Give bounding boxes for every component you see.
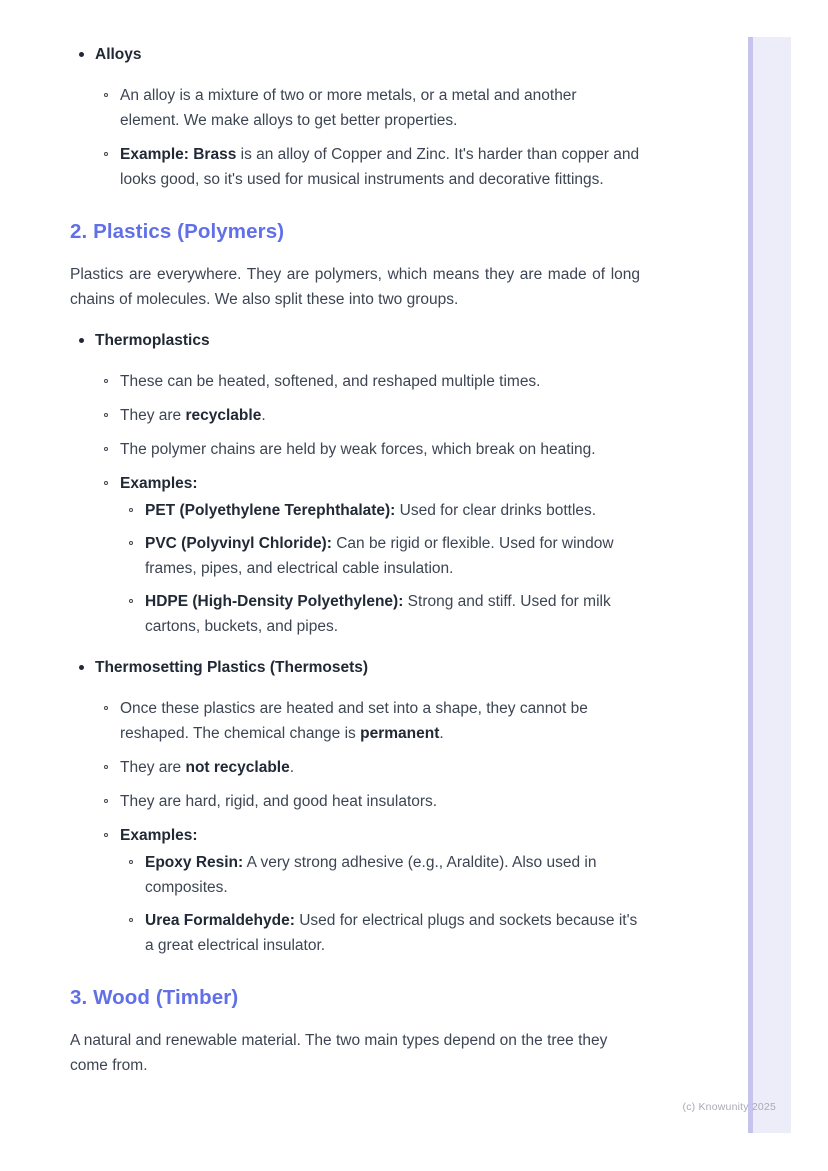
list-item <box>70 850 640 900</box>
bold-text: Alloys <box>95 46 142 63</box>
paragraph: Plastics are everywhere. They are polymers, which means they are made of long chains of molecules. We also split these into two groups. <box>70 266 640 308</box>
right-margin-bar <box>748 37 791 1133</box>
bullet-disc-icon <box>79 52 84 57</box>
list-item-text <box>120 827 198 844</box>
paragraph: A natural and renewable material. The two main types depend on the tree they come from. <box>70 1032 608 1074</box>
bold-text: Epoxy Resin: <box>145 854 244 871</box>
bullet-circle-icon <box>104 799 108 803</box>
bold-text: Thermoplastics <box>95 332 210 349</box>
section-heading: 2. Plastics (Polymers) <box>70 220 285 243</box>
list-item <box>70 437 640 462</box>
list-item <box>70 589 640 639</box>
bullet-circle-icon <box>129 599 133 603</box>
list-item <box>70 755 640 780</box>
list-item-text: PVC (Polyvinyl Chloride): Can be rigid or flexible. Used for window frames, pipes, and electrical cable insulation. <box>145 535 614 577</box>
bold-text: Examples: <box>120 475 198 492</box>
list-item <box>70 328 640 353</box>
bullet-circle-icon <box>104 379 108 383</box>
bold-text: PVC (Polyvinyl Chloride): <box>145 535 332 552</box>
list-item-text: The polymer chains are held by weak forces, which break on heating. <box>120 441 596 458</box>
list-item <box>70 403 640 428</box>
list-item <box>70 471 640 496</box>
list-item-text: An alloy is a mixture of two or more metals, or a metal and another element. We make alloys to get better properties. <box>120 87 577 129</box>
bold-text: recyclable <box>185 407 262 424</box>
list-item-text <box>120 475 198 492</box>
bold-text: not recyclable <box>185 759 290 776</box>
bullet-circle-icon <box>129 508 133 512</box>
bullet-circle-icon <box>104 152 108 156</box>
list-item <box>70 789 640 814</box>
list-item-text <box>95 332 210 349</box>
list-item <box>70 42 640 67</box>
bullet-circle-icon <box>104 706 108 710</box>
bullet-circle-icon <box>104 447 108 451</box>
bullet-disc-icon <box>79 665 84 670</box>
list-item <box>70 142 640 192</box>
list-item-text: They are not recyclable. <box>120 759 295 776</box>
list-item <box>70 908 640 958</box>
right-margin-bar-strip <box>748 37 753 1133</box>
section-heading: 3. Wood (Timber) <box>70 986 239 1009</box>
bullet-circle-icon <box>129 860 133 864</box>
bullet-circle-icon <box>104 765 108 769</box>
bold-text: HDPE (High-Density Polyethylene): <box>145 593 404 610</box>
bold-text: permanent <box>360 725 440 742</box>
bullet-circle-icon <box>104 833 108 837</box>
list-item <box>70 498 640 523</box>
list-item-text: They are hard, rigid, and good heat insulators. <box>120 793 438 810</box>
list-item <box>70 83 640 133</box>
bullet-circle-icon <box>129 541 133 545</box>
list-item-text: These can be heated, softened, and reshaped multiple times. <box>120 373 541 390</box>
bold-text: Thermosetting Plastics (Thermosets) <box>95 659 369 676</box>
bullet-circle-icon <box>104 93 108 97</box>
list-item-text <box>95 46 142 63</box>
list-item <box>70 531 640 581</box>
bold-text: Urea Formaldehyde: <box>145 912 295 929</box>
bold-text: PET (Polyethylene Terephthalate): <box>145 502 396 519</box>
list-item <box>70 655 640 680</box>
bold-text: Example: Brass <box>120 146 237 163</box>
list-item-text: Epoxy Resin: A very strong adhesive (e.g., Araldite). Also used in composites. <box>145 854 597 896</box>
bullet-circle-icon <box>104 481 108 485</box>
list-item-text: HDPE (High-Density Polyethylene): Strong and stiff. Used for milk cartons, buckets, and pipes. <box>145 593 611 635</box>
list-item-text: Urea Formaldehyde: Used for electrical plugs and sockets because it's a great electrical insulator. <box>145 912 638 954</box>
list-item <box>70 823 640 848</box>
bullet-circle-icon <box>104 413 108 417</box>
bullet-disc-icon <box>79 338 84 343</box>
watermark: (c) Knowunity 2025 <box>682 1101 776 1113</box>
list-item-text: Once these plastics are heated and set into a shape, they cannot be reshaped. The chemical change is permanent. <box>120 700 588 742</box>
list-item <box>70 696 640 746</box>
list-item-text: They are recyclable. <box>120 407 266 424</box>
bullet-circle-icon <box>129 918 133 922</box>
bold-text: Examples: <box>120 827 198 844</box>
list-item-text <box>95 659 368 676</box>
list-item <box>70 369 640 394</box>
list-item-text: PET (Polyethylene Terephthalate): Used for clear drinks bottles. <box>145 502 597 519</box>
list-item-text: Example: Brass is an alloy of Copper and Zinc. It's harder than copper and looks good, so it's used for musical instruments and decorative fittings. <box>120 146 640 188</box>
